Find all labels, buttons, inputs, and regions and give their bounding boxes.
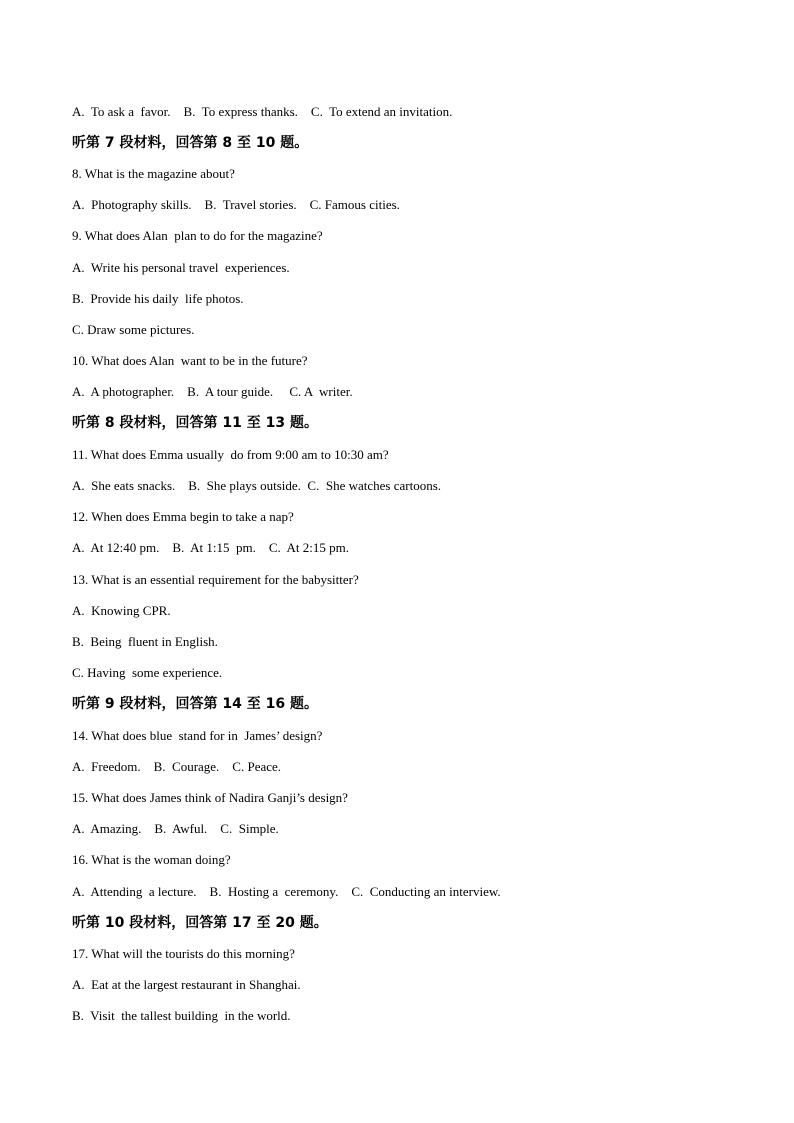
question-12-options: A. At 12:40 pm. B. At 1:15 pm. C. At 2:15 pm.	[72, 540, 349, 555]
question-10: 10. What does Alan want to be in the future?	[72, 353, 308, 368]
section-heading-7: 听第 7 段材料，回答第 8 至 10 题。	[72, 135, 309, 151]
question-13-option-a: A. Knowing CPR.	[72, 603, 171, 618]
question-15-options: A. Amazing. B. Awful. C. Simple.	[72, 821, 279, 836]
question-9-option-c: C. Draw some pictures.	[72, 322, 195, 337]
question-13-option-b: B. Being fluent in English.	[72, 634, 218, 649]
question-12: 12. When does Emma begin to take a nap?	[72, 509, 294, 524]
question-15: 15. What does James think of Nadira Ganji’s design?	[72, 790, 348, 805]
question-10-options: A. A photographer. B. A tour guide. C. A writer.	[72, 384, 353, 399]
question-16: 16. What is the woman doing?	[72, 852, 231, 867]
question-8-options: A. Photography skills. B. Travel stories. C. Famous cities.	[72, 197, 400, 212]
question-9-option-a: A. Write his personal travel experiences.	[72, 260, 290, 275]
question-14-options: A. Freedom. B. Courage. C. Peace.	[72, 759, 282, 774]
question-11-options: A. She eats snacks. B. She plays outside. C. She watches cartoons.	[72, 478, 442, 493]
question-8: 8. What is the magazine about?	[72, 166, 235, 181]
question-9: 9. What does Alan plan to do for the magazine?	[72, 228, 323, 243]
question-17-option-a: A. Eat at the largest restaurant in Shanghai.	[72, 977, 301, 992]
section-heading-8: 听第 8 段材料，回答第 11 至 13 题。	[72, 415, 318, 431]
question-17: 17. What will the tourists do this morning?	[72, 946, 295, 961]
question-9-option-b: B. Provide his daily life photos.	[72, 291, 244, 306]
question-11: 11. What does Emma usually do from 9:00 am to 10:30 am?	[72, 447, 389, 462]
question-14: 14. What does blue stand for in James’ design?	[72, 728, 323, 743]
section-heading-9: 听第 9 段材料，回答第 14 至 16 题。	[72, 696, 318, 712]
section-heading-10: 听第 10 段材料，回答第 17 至 20 题。	[72, 915, 328, 931]
question-16-options: A. Attending a lecture. B. Hosting a ceremony. C. Conducting an interview.	[72, 884, 501, 899]
question-13: 13. What is an essential requirement for the babysitter?	[72, 572, 359, 587]
question-7-options: A. To ask a favor. B. To express thanks. C. To extend an invitation.	[72, 104, 453, 119]
question-17-option-b: B. Visit the tallest building in the world.	[72, 1008, 291, 1023]
question-13-option-c: C. Having some experience.	[72, 665, 223, 680]
